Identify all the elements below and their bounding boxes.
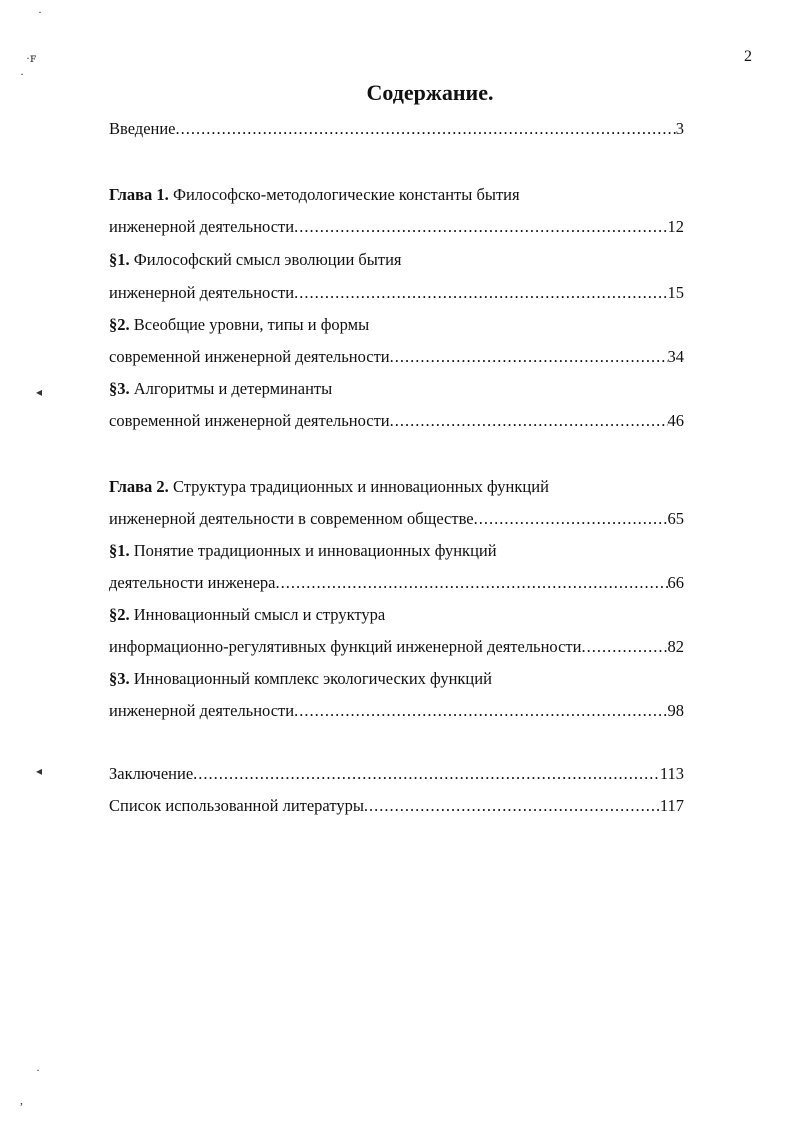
dot-leader xyxy=(294,700,667,722)
toc-page: 113 xyxy=(659,764,684,783)
chapter-2-entry[interactable] xyxy=(109,508,684,530)
section-mark: §3. xyxy=(109,379,130,398)
toc-page: 65 xyxy=(667,509,684,528)
chapter-title: Структура традиционных и инновационных функций xyxy=(172,477,549,496)
scan-speck: ◂ xyxy=(36,385,43,399)
dot-leader xyxy=(581,636,667,658)
ch2-section-1-heading[interactable] xyxy=(109,540,684,562)
ch1-section-2-entry[interactable] xyxy=(109,346,684,368)
scan-speck: ◂ xyxy=(36,764,43,778)
chapter-prefix: Глава 2. xyxy=(109,477,169,496)
scan-speck: · xyxy=(36,1063,40,1077)
toc-entry-references[interactable] xyxy=(109,795,684,817)
ch2-section-3-entry[interactable] xyxy=(109,700,684,722)
dot-leader xyxy=(294,216,667,238)
ch1-section-2-heading[interactable] xyxy=(109,314,684,336)
chapter-1-heading[interactable] xyxy=(109,184,684,206)
dot-leader xyxy=(474,508,668,530)
scan-speck: , xyxy=(20,1093,23,1107)
toc-label: инженерной деятельности в современном обществе xyxy=(109,509,474,528)
toc-label: современной инженерной деятельности xyxy=(109,347,390,366)
toc-label: инженерной деятельности xyxy=(109,701,295,720)
section-mark: §2. xyxy=(109,315,130,334)
ch1-section-3-entry[interactable] xyxy=(109,410,684,432)
page-number: 2 xyxy=(744,48,752,65)
section-mark: §1. xyxy=(109,250,130,269)
dot-leader xyxy=(390,410,668,432)
ch2-section-1-entry[interactable] xyxy=(109,572,684,594)
section-title: Инновационный комплекс экологических функций xyxy=(133,669,492,688)
section-title: Алгоритмы и детерминанты xyxy=(133,379,333,398)
toc-label: Заключение xyxy=(109,764,194,783)
toc-label: деятельности инженера xyxy=(109,573,276,592)
toc-page: 82 xyxy=(667,637,684,656)
toc-page: 66 xyxy=(667,573,684,592)
toc-page: 34 xyxy=(667,347,684,366)
dot-leader xyxy=(176,118,676,140)
section-title: Инновационный смысл и структура xyxy=(133,605,386,624)
section-title: Понятие традиционных и инновационных функций xyxy=(133,541,497,560)
section-title: Философский смысл эволюции бытия xyxy=(133,250,402,269)
toc-page: 3 xyxy=(675,119,684,138)
scan-speck: · xyxy=(20,67,24,81)
scan-speck: · xyxy=(38,5,42,19)
chapter-title: Философско-методологические константы бытия xyxy=(172,185,520,204)
dot-leader xyxy=(275,572,667,594)
dot-leader xyxy=(364,795,660,817)
toc-page: 15 xyxy=(667,283,684,302)
toc-label: Введение xyxy=(109,119,176,138)
toc-page: 12 xyxy=(667,217,684,236)
toc-page: 46 xyxy=(667,411,684,430)
ch2-section-2-heading[interactable] xyxy=(109,604,684,626)
toc-page: 117 xyxy=(659,796,684,815)
toc-label: современной инженерной деятельности xyxy=(109,411,390,430)
dot-leader xyxy=(390,346,668,368)
section-mark: §1. xyxy=(109,541,130,560)
toc-label: Список использованной литературы xyxy=(109,796,364,815)
scan-speck: ·ꜰ xyxy=(26,51,37,65)
toc-label: информационно-регулятивных функций инженерной деятельности xyxy=(109,637,582,656)
ch1-section-3-heading[interactable] xyxy=(109,378,684,400)
toc-label: инженерной деятельности xyxy=(109,217,295,236)
chapter-prefix: Глава 1. xyxy=(109,185,169,204)
dot-leader xyxy=(193,763,660,785)
toc-entry-conclusion[interactable] xyxy=(109,763,684,785)
dot-leader xyxy=(294,282,667,304)
toc-page: 98 xyxy=(667,701,684,720)
chapter-2-heading[interactable] xyxy=(109,476,684,498)
page-title: Содержание. xyxy=(366,80,494,105)
ch2-section-2-entry[interactable] xyxy=(109,636,684,658)
section-mark: §2. xyxy=(109,605,130,624)
ch2-section-3-heading[interactable] xyxy=(109,668,684,690)
ch1-section-1-heading[interactable] xyxy=(109,249,684,271)
ch1-section-1-entry[interactable] xyxy=(109,282,684,304)
chapter-1-entry[interactable] xyxy=(109,216,684,238)
section-mark: §3. xyxy=(109,669,130,688)
toc-label: инженерной деятельности xyxy=(109,283,295,302)
toc-entry-intro[interactable] xyxy=(109,118,684,140)
section-title: Всеобщие уровни, типы и формы xyxy=(133,315,370,334)
